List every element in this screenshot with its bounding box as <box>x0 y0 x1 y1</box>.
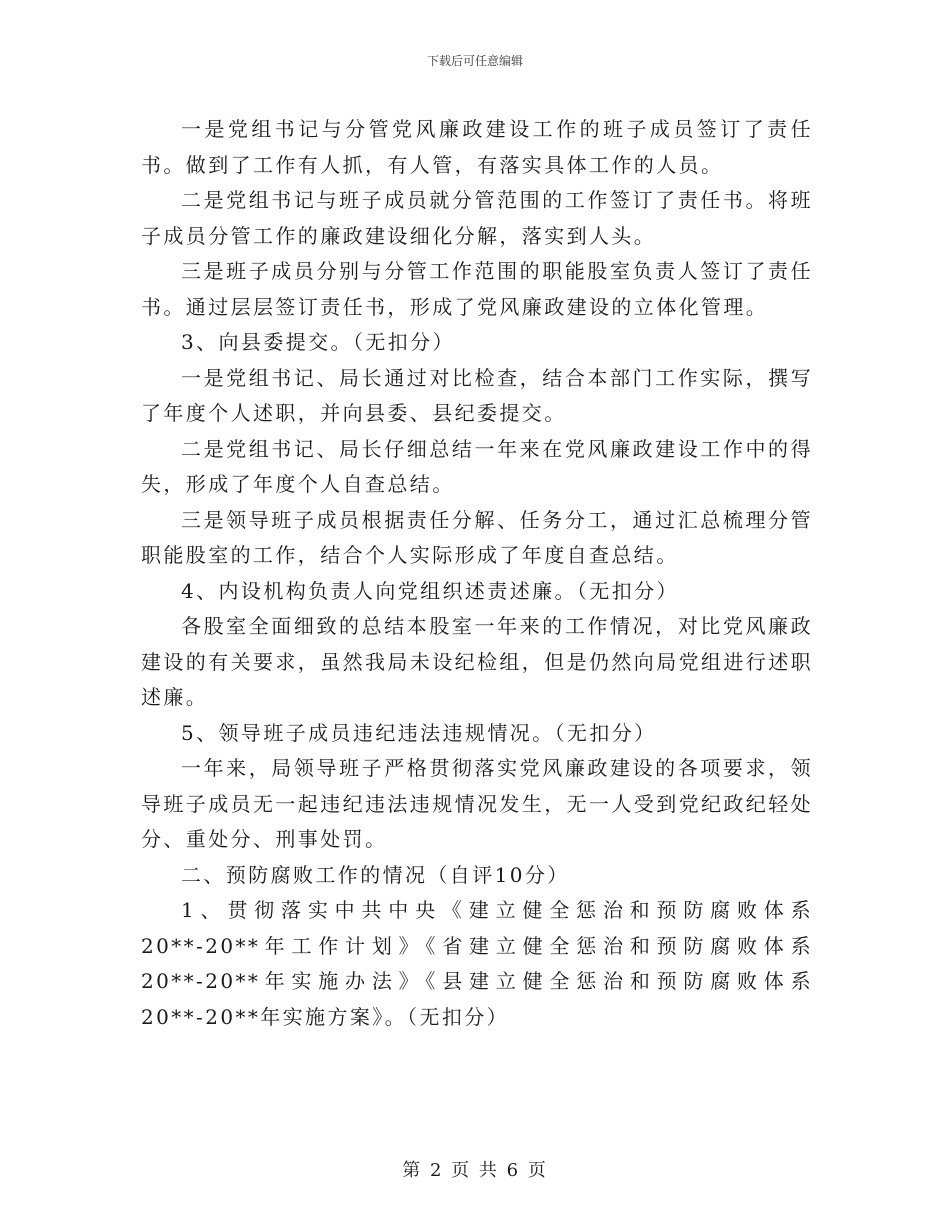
paragraph: 一是党组书记、局长通过对比检查，结合本部门工作实际，撰写了年度个人述职，并向县委、县纪委提交。 <box>141 365 813 425</box>
paragraph: 三是班子成员分别与分管工作范围的职能股室负责人签订了责任书。通过层层签订责任书，形成了党风廉政建设的立体化管理。 <box>141 259 813 319</box>
paragraph: 三是领导班子成员根据责任分解、任务分工，通过汇总梳理分管职能股室的工作，结合个人实际形成了年度自查总结。 <box>141 507 813 567</box>
section-heading: 3、向县委提交。（无扣分） <box>181 330 455 354</box>
section-heading: 4、内设机构负责人向党组织述责述廉。（无扣分） <box>181 578 679 603</box>
page-footer: 第 2 页 共 6 页 <box>402 1160 548 1181</box>
paragraph: 二是党组书记、局长仔细总结一年来在党风廉政建设工作中的得失，形成了年度个人自查总结。 <box>141 436 813 496</box>
section-heading: 二、预防腐败工作的情况（自评10分） <box>181 862 570 887</box>
paragraph: 二是党组书记与班子成员就分管范围的工作签订了责任书。将班子成员分管工作的廉政建设细化分解，落实到人头。 <box>141 188 813 248</box>
paragraph: 一是党组书记与分管党风廉政建设工作的班子成员签订了责任书。做到了工作有人抓，有人管，有落实具体工作的人员。 <box>141 117 813 177</box>
section-heading: 5、领导班子成员违纪违法违规情况。（无扣分） <box>181 720 657 745</box>
paragraph: 1、贯彻落实中共中央《建立健全惩治和预防腐败体系20**-20**年工作计划》《省建立健全惩治和预防腐败体系20**-20**年实施办法》《县建立健全惩治和预防腐败体系20**-20**年实施方案》。（无扣分） <box>141 898 813 1029</box>
paragraph: 各股室全面细致的总结本股室一年来的工作情况，对比党风廉政建设的有关要求，虽然我局未设纪检组，但是仍然向局党组进行述职述廉。 <box>141 614 813 709</box>
paragraph: 一年来，局领导班子严格贯彻落实党风廉政建设的各项要求，领导班子成员无一起违纪违法违规情况发生，无一人受到党纪政纪轻处分、重处分、刑事处罚。 <box>141 756 813 851</box>
page-header: 下载后可任意编辑 <box>426 54 523 68</box>
document-body <box>141 112 813 1035</box>
